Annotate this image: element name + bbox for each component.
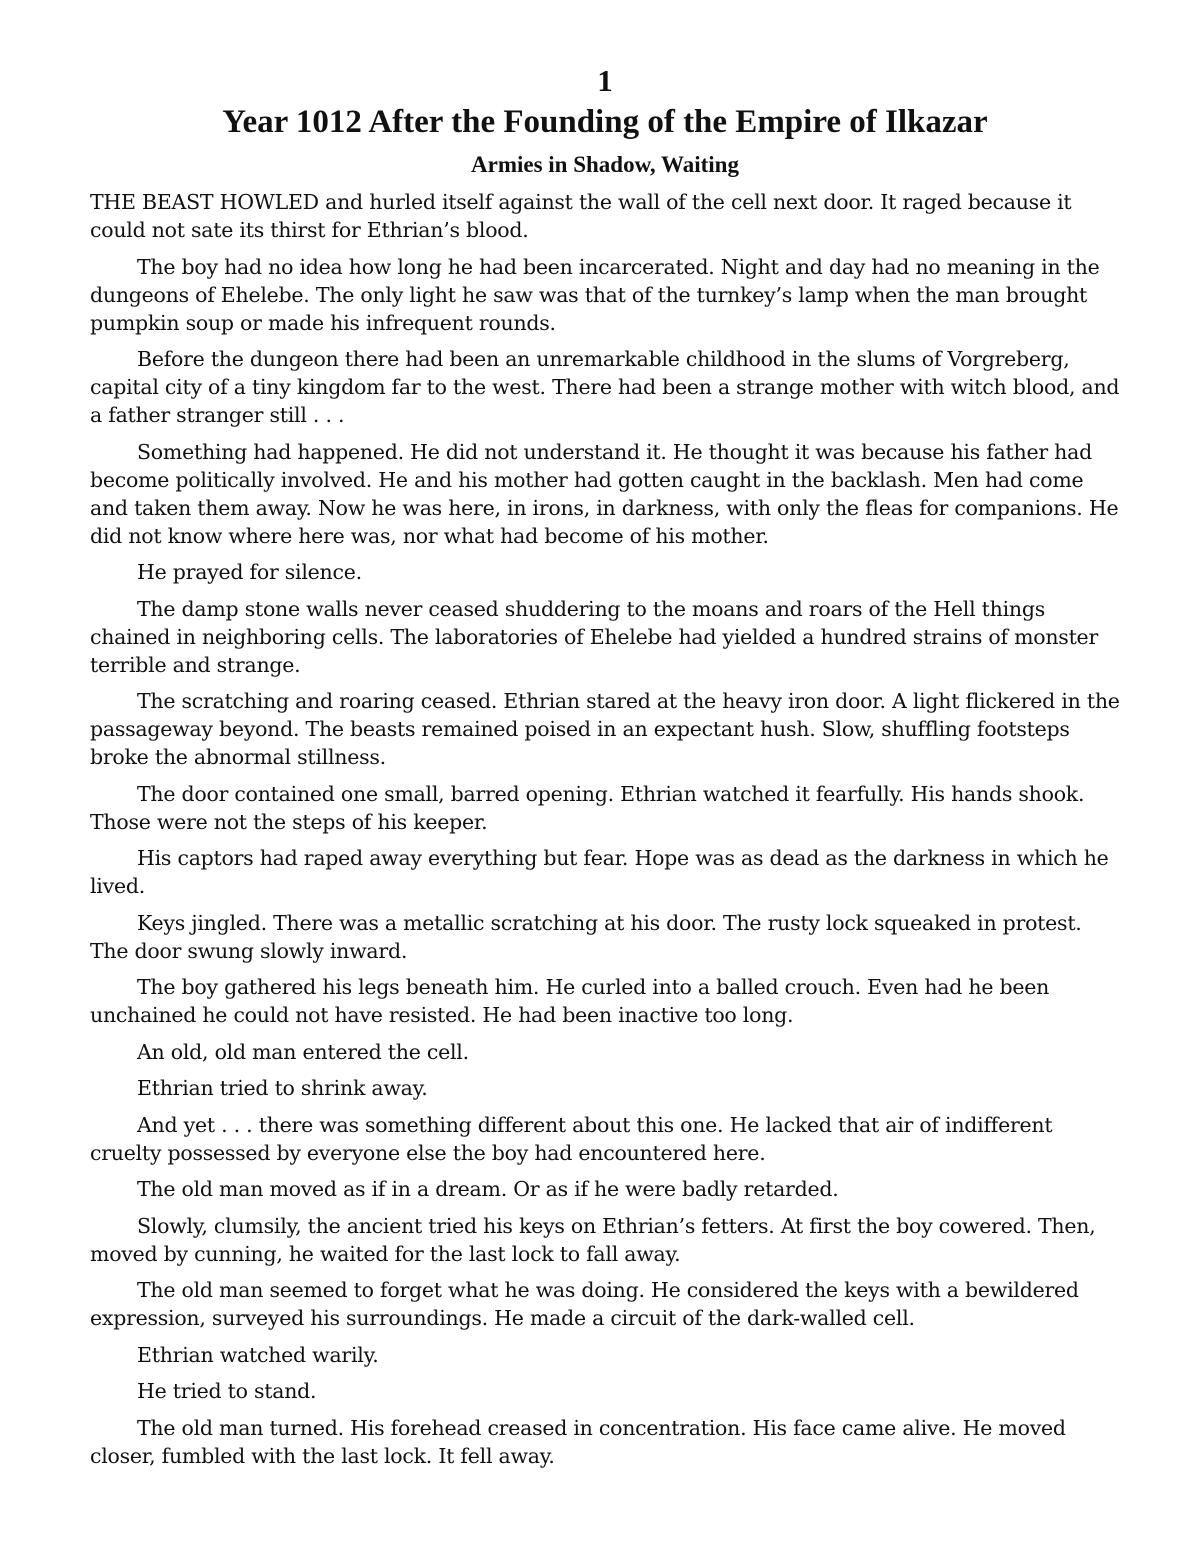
paragraph: Ethrian watched warily. [137,1342,379,1367]
chapter-body [90,188,1120,1470]
paragraph: His captors had raped away everything but fear. Hope was as dead as the darkness in which he lived. [90,846,1109,898]
book-page [90,62,1120,1478]
chapter-number: 1 [597,63,613,98]
paragraph: The boy gathered his legs beneath him. He curled into a balled crouch. Even had he been unchained he could not have resisted. He had been inactive too long. [90,975,1050,1027]
paragraph: Something had happened. He did not understand it. He thought it was because his father had become politically involved. He and his mother had gotten caught in the backlash. Men had come and taken them away. Now he was here, in irons, in darkness, with only the fleas for companions. He did not know where here was, nor what had become of his mother. [90,439,1119,548]
paragraph: The door contained one small, barred opening. Ethrian watched it fearfully. His hands shook. Those were not the steps of his keeper. [90,781,1085,834]
paragraph: And yet . . . there was something different about this one. He lacked that air of indifferent cruelty possessed by everyone else the boy had encountered here. [90,1112,1053,1165]
paragraph: Keys jingled. There was a metallic scratching at his door. The rusty lock squeaked in protest. The door swung slowly inward. [90,910,1082,963]
paragraph: The old man moved as if in a dream. Or as if he were badly retarded. [137,1177,839,1201]
chapter-title: Year 1012 After the Founding of the Empire of Ilkazar [222,104,988,140]
paragraph: An old, old man entered the cell. [137,1039,469,1064]
paragraph: Slowly, clumsily, the ancient tried his keys on Ethrian’s fetters. At first the boy cowered. Then, moved by cunning, he waited for the last lock to fall away. [90,1213,1096,1266]
chapter-subtitle: Armies in Shadow, Waiting [471,152,739,177]
paragraph: The boy had no idea how long he had been incarcerated. Night and day had no meaning in the dungeons of Ehelebe. The only light he saw was that of the turnkey’s lamp when the man brought pumpkin soup or made his infrequent rounds. [90,254,1100,335]
paragraph: He prayed for silence. [137,560,362,584]
paragraph: He tried to stand. [137,1379,317,1403]
paragraph: Before the dungeon there had been an unremarkable childhood in the slums of Vorgreberg, capital city of a tiny kingdom far to the west. There had been a strange mother with witch blood, and a father stranger still . . . [90,347,1120,427]
paragraph: THE BEAST HOWLED and hurled itself against the wall of the cell next door. It raged because it could not sate its thirst for Ethrian’s blood. [90,190,1072,242]
paragraph: Ethrian tried to shrink away. [137,1076,428,1100]
paragraph: The old man seemed to forget what he was doing. He considered the keys with a bewildered expression, surveyed his surroundings. He made a circuit of the dark-walled cell. [90,1278,1079,1330]
paragraph: The damp stone walls never ceased shuddering to the moans and roars of the Hell things chained in neighboring cells. The laboratories of Ehelebe had yielded a hundred strains of monster terrible and strange. [90,596,1098,677]
paragraph: The old man turned. His forehead creased in concentration. His face came alive. He moved closer, fumbled with the last lock. It fell away. [90,1415,1066,1468]
paragraph: The scratching and roaring ceased. Ethrian stared at the heavy iron door. A light flickered in the passageway beyond. The beasts remained poised in an expectant hush. Slow, shuffling footsteps broke the abnormal stillness. [90,689,1120,769]
